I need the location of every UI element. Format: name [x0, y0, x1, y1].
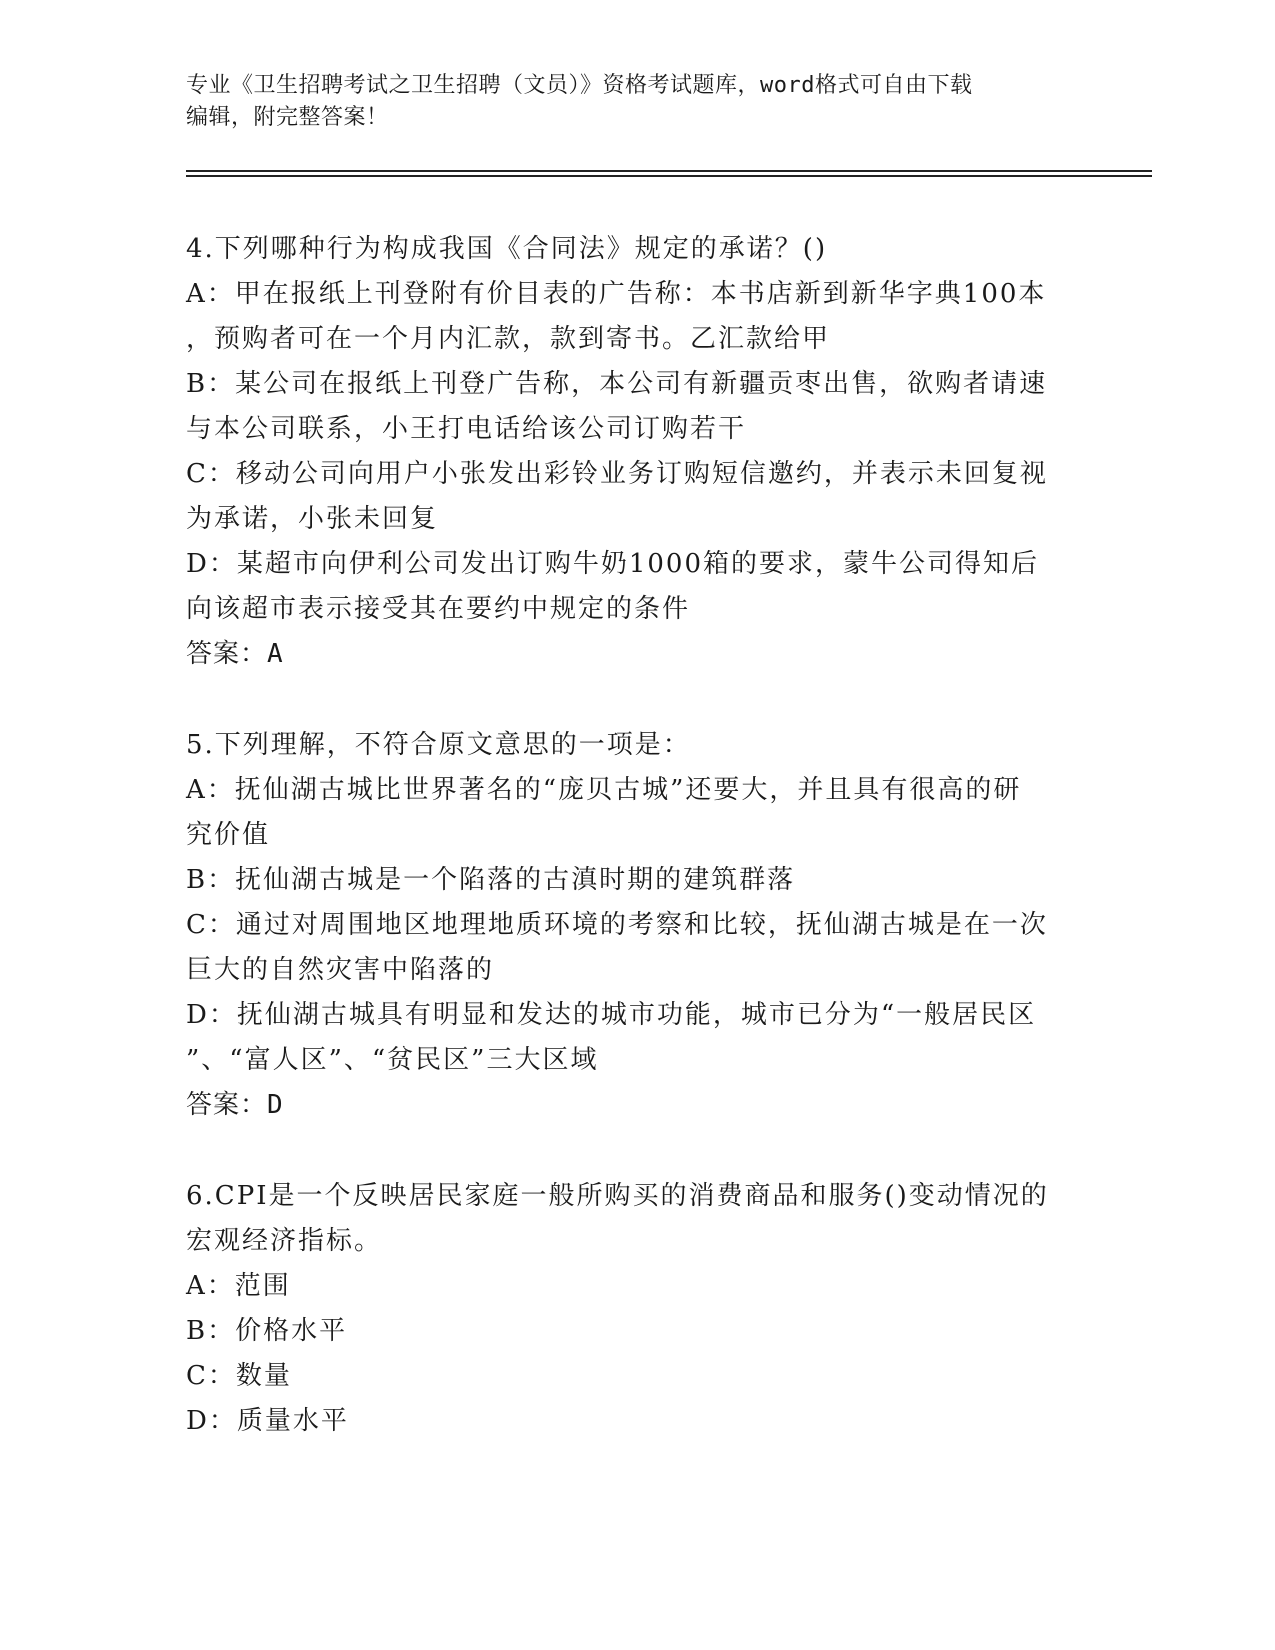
- question-stem: 4.下列哪种行为构成我国《合同法》规定的承诺？(): [186, 234, 828, 264]
- question-text-line: A：抚仙湖古城比世界著名的“庞贝古城”还要大，并且具有很高的研: [186, 775, 1022, 805]
- question-block: [186, 723, 1146, 1128]
- header-divider: [186, 170, 1152, 177]
- question-text-line: ，预购者可在一个月内汇款，款到寄书。乙汇款给甲: [186, 324, 831, 354]
- question-text-line: 巨大的自然灾害中陷落的: [186, 955, 495, 985]
- document-page: [186, 70, 1146, 1490]
- question-text-line: 究价值: [186, 820, 271, 850]
- question-text-line: D：质量水平: [186, 1406, 349, 1436]
- header-line-2: 编辑，附完整答案！: [186, 105, 389, 130]
- header-line-1: 专业《卫生招聘考试之卫生招聘（文员）》资格考试题库，word格式可自由下载: [186, 73, 973, 98]
- question-text-line: B：价格水平: [186, 1316, 348, 1346]
- document-header: [186, 70, 1066, 134]
- question-text-line: B：某公司在报纸上刊登广告称，本公司有新疆贡枣出售，欲购者请速: [186, 369, 1048, 399]
- question-text-line: 向该超市表示接受其在要约中规定的条件: [186, 594, 691, 624]
- question-list: [186, 227, 1146, 1444]
- question-text-line: B：抚仙湖古城是一个陷落的古滇时期的建筑群落: [186, 865, 796, 895]
- question-text-line: C：移动公司向用户小张发出彩铃业务订购短信邀约，并表示未回复视: [186, 459, 1048, 489]
- question-text-line: C：数量: [186, 1361, 292, 1391]
- question-text-line: 为承诺，小张未回复: [186, 504, 439, 534]
- question-text-line: C：通过对周围地区地理地质环境的考察和比较，抚仙湖古城是在一次: [186, 910, 1048, 940]
- question-text-line: D：某超市向伊利公司发出订购牛奶1000箱的要求，蒙牛公司得知后: [186, 549, 1040, 579]
- question-block: [186, 1174, 1146, 1444]
- question-text-line: 与本公司联系，小王打电话给该公司订购若干: [186, 414, 747, 444]
- question-text-line: 宏观经济指标。: [186, 1226, 383, 1256]
- question-stem: 6.CPI是一个反映居民家庭一般所购买的消费商品和服务()变动情况的: [186, 1181, 1049, 1211]
- question-text-line: A：甲在报纸上刊登附有价目表的广告称：本书店新到新华字典100本: [186, 279, 1047, 309]
- question-text-line: A：范围: [186, 1271, 291, 1301]
- question-text-line: ”、“富人区”、“贫民区”三大区域: [186, 1045, 599, 1075]
- answer-label: 答案：D: [186, 1090, 284, 1120]
- question-stem: 5.下列理解，不符合原文意思的一项是：: [186, 730, 691, 760]
- question-block: [186, 227, 1146, 677]
- question-text-line: D：抚仙湖古城具有明显和发达的城市功能，城市已分为“一般居民区: [186, 1000, 1037, 1030]
- answer-label: 答案：A: [186, 639, 284, 669]
